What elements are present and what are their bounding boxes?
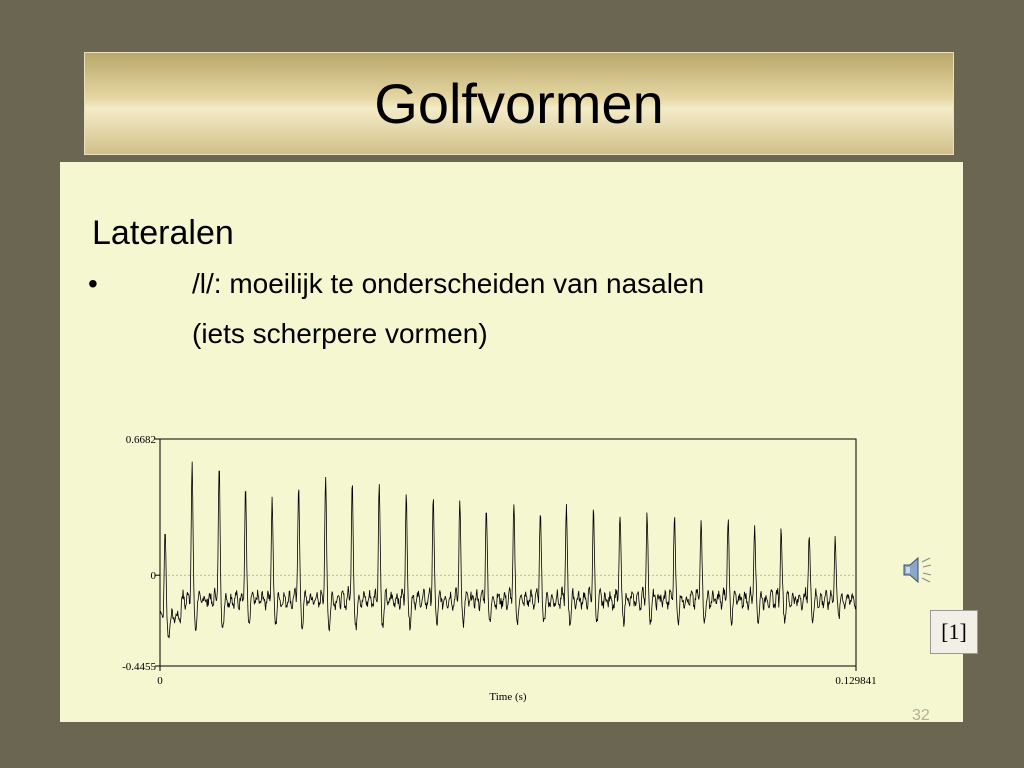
section-heading: Lateralen bbox=[92, 214, 234, 252]
y-tick-label: 0.6682 bbox=[125, 434, 156, 446]
x-axis-label: Time (s) bbox=[489, 691, 527, 703]
x-tick-label: 0 bbox=[157, 675, 163, 687]
speaker-icon[interactable] bbox=[898, 552, 938, 588]
plot-frame bbox=[160, 439, 856, 666]
y-tick-label: -0.4455 bbox=[122, 661, 156, 673]
y-tick-label: 0 bbox=[150, 570, 156, 583]
x-tick-label: 0.129841 bbox=[835, 675, 877, 687]
bullet-text: /l/: moeilijk te onderscheiden van nasalen bbox=[192, 268, 705, 299]
bullet-subtext: (iets scherpere vormen) bbox=[192, 318, 488, 349]
reference-link[interactable]: [1] bbox=[930, 610, 978, 654]
waveform-line bbox=[160, 462, 856, 638]
bullet-symbol: • bbox=[88, 268, 98, 299]
slide-title: Golfvormen bbox=[374, 72, 664, 135]
page-number: 32 bbox=[912, 707, 930, 724]
